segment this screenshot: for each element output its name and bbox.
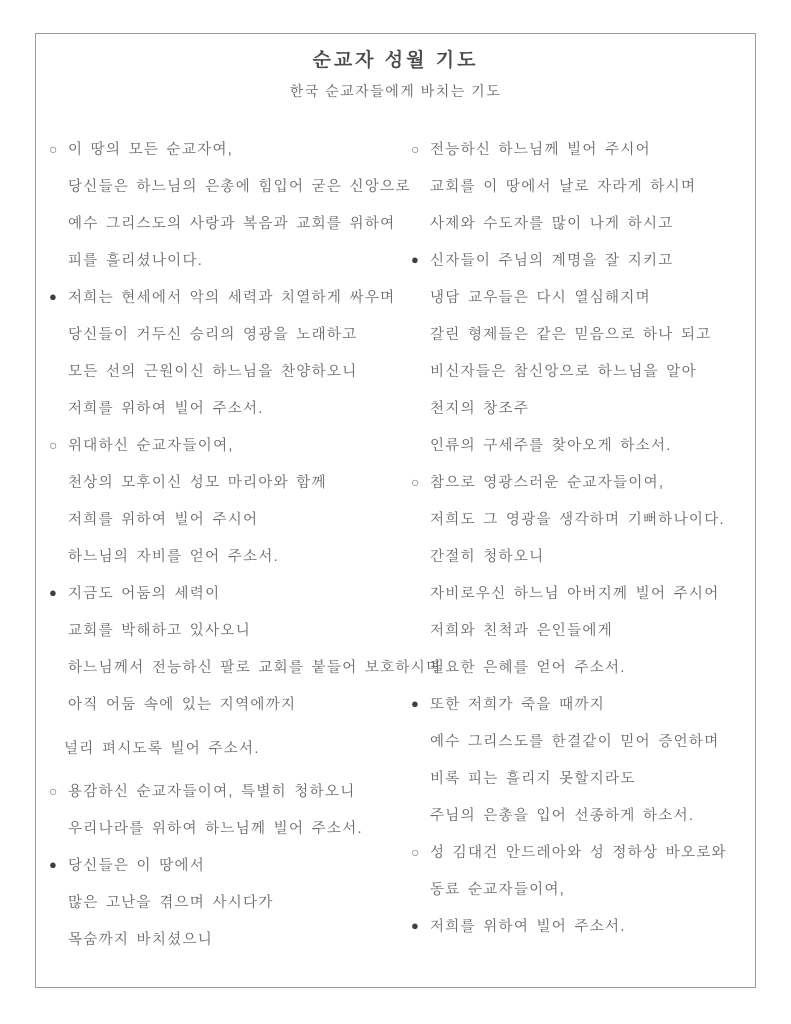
prayer-line [411,796,753,833]
filled-circle-bullet-icon: ● [49,857,59,872]
prayer-line-text: 필요한 은혜를 얻어 주소서. [430,660,626,676]
prayer-line [411,315,753,352]
prayer-line-text: 널리 펴시도록 빌어 주소서. [64,741,260,757]
prayer-line-text: 비록 피는 흘리지 못할지라도 [430,771,636,787]
prayer-line [411,574,753,611]
prayer-line [49,352,411,389]
prayer-line-text: 신자들이 주님의 계명을 잘 지키고 [430,253,674,269]
prayer-line-text: 위대하신 순교자들이여, [68,438,234,454]
prayer-line-text: 교회를 이 땅에서 날로 자라게 하시며 [430,179,697,195]
prayer-line [49,426,411,463]
prayer-line [49,729,411,766]
prayer-line [49,130,411,167]
prayer-line-text: 교회를 박해하고 있사오니 [68,623,252,639]
prayer-line [411,426,753,463]
prayer-line [411,833,753,870]
prayer-line [49,685,411,722]
prayer-line [49,920,411,957]
prayer-line-text: 저희를 위하여 빌어 주시어 [68,512,259,528]
prayer-line-text: 저희를 위하여 빌어 주소서. [68,401,264,417]
prayer-line [411,463,753,500]
prayer-line-text: 하느님의 자비를 얻어 주소서. [68,549,279,565]
open-circle-bullet-icon: ○ [49,436,59,453]
filled-circle-bullet-icon: ● [49,289,59,304]
prayer-line-text: 하느님께서 전능하신 팔로 교회를 붙들어 보호하시며 [68,660,442,676]
prayer-line-text: 동료 순교자들이여, [430,882,566,898]
open-circle-bullet-icon: ○ [411,140,421,157]
prayer-line-text: 간절히 청하오니 [430,549,545,565]
prayer-line [49,500,411,537]
prayer-line [49,463,411,500]
prayer-line [49,648,442,685]
right-column [411,130,753,944]
prayer-line [411,537,753,574]
prayer-line [411,278,753,315]
prayer-line-text: 자비로우신 하느님 아버지께 빌어 주시어 [430,586,720,602]
prayer-line [411,648,753,685]
prayer-line [411,167,753,204]
prayer-line-text: 갈린 형제들은 같은 믿음으로 하나 되고 [430,327,712,343]
prayer-line [411,685,753,722]
prayer-line-text: 전능하신 하느님께 빌어 주시어 [430,142,651,158]
prayer-line-text: 저희와 친척과 은인들에게 [430,623,614,639]
prayer-line-text: 저희를 위하여 빌어 주소서. [430,919,626,935]
prayer-line-text: 성 김대건 안드레아와 성 정하상 바오로와 [430,845,727,861]
prayer-line [411,241,753,278]
open-circle-bullet-icon: ○ [49,782,59,799]
prayer-line [49,204,411,241]
prayer-line-text: 또한 저희가 죽을 때까지 [430,697,606,713]
open-circle-bullet-icon: ○ [49,140,59,157]
left-column [49,130,442,957]
page-title: 순교자 성월 기도 [312,50,479,71]
open-circle-bullet-icon: ○ [411,843,421,860]
prayer-line [411,130,753,167]
prayer-line-text: 당신들이 거두신 승리의 영광을 노래하고 [68,327,358,343]
prayer-line-text: 이 땅의 모든 순교자여, [68,142,234,158]
filled-circle-bullet-icon: ● [411,918,421,933]
prayer-line [49,574,411,611]
page-subtitle: 한국 순교자들에게 바치는 기도 [289,83,502,99]
prayer-line [49,315,411,352]
prayer-columns [49,130,753,957]
prayer-line-text: 우리나라를 위하여 하느님께 빌어 주소서. [68,821,363,837]
prayer-line-text: 모든 선의 근원이신 하느님을 찬양하오니 [68,364,358,380]
prayer-line-text: 용감하신 순교자들이여, 특별히 청하오니 [68,784,356,800]
prayer-line-text: 저희도 그 영광을 생각하며 기뻐하나이다. [430,512,725,528]
prayer-line-text: 주님의 은총을 입어 선종하게 하소서. [430,808,695,824]
prayer-sheet-page [35,33,756,988]
prayer-line-text: 당신들은 이 땅에서 [68,858,206,874]
prayer-line [49,772,411,809]
prayer-line-text: 냉담 교우들은 다시 열심해지며 [430,290,651,306]
prayer-line [411,500,753,537]
prayer-line [411,870,753,907]
filled-circle-bullet-icon: ● [411,696,421,711]
prayer-line-text: 사제와 수도자를 많이 나게 하시고 [430,216,674,232]
prayer-line [411,759,753,796]
prayer-line-text: 많은 고난을 겪으며 사시다가 [68,895,274,911]
prayer-line [411,389,753,426]
prayer-line [411,352,753,389]
prayer-line [49,278,411,315]
prayer-line-text: 비신자들은 참신앙으로 하느님을 알아 [430,364,697,380]
prayer-line [411,611,753,648]
prayer-line [49,846,411,883]
prayer-line-text: 아직 어둠 속에 있는 지역에까지 [68,697,297,713]
prayer-line-text: 예수 그리스도를 한결같이 믿어 증언하며 [430,734,720,750]
open-circle-bullet-icon: ○ [411,473,421,490]
prayer-line-text: 인류의 구세주를 찾아오게 하소서. [430,438,672,454]
prayer-line [411,907,753,944]
prayer-line-text: 저희는 현세에서 악의 세력과 치열하게 싸우며 [68,290,396,306]
prayer-line-text: 피를 흘리셨나이다. [68,253,204,269]
prayer-line [411,722,753,759]
prayer-line [49,389,411,426]
filled-circle-bullet-icon: ● [411,252,421,267]
prayer-line-text: 천지의 창조주 [430,401,530,417]
prayer-line [411,204,753,241]
prayer-line-text: 예수 그리스도의 사랑과 복음과 교회를 위하여 [68,216,396,232]
prayer-line [49,611,411,648]
prayer-line [49,537,411,574]
filled-circle-bullet-icon: ● [49,585,59,600]
prayer-line [49,809,411,846]
prayer-line-text: 당신들은 하느님의 은총에 힘입어 굳은 신앙으로 [68,179,411,195]
prayer-line-text: 목숨까지 바치셨으니 [68,932,214,948]
prayer-line-text: 천상의 모후이신 성모 마리아와 함께 [68,475,327,491]
prayer-line-text: 지금도 어둠의 세력이 [68,586,221,602]
prayer-line [49,167,411,204]
prayer-line-text: 참으로 영광스러운 순교자들이여, [430,475,665,491]
prayer-line [49,241,411,278]
prayer-line [49,883,411,920]
